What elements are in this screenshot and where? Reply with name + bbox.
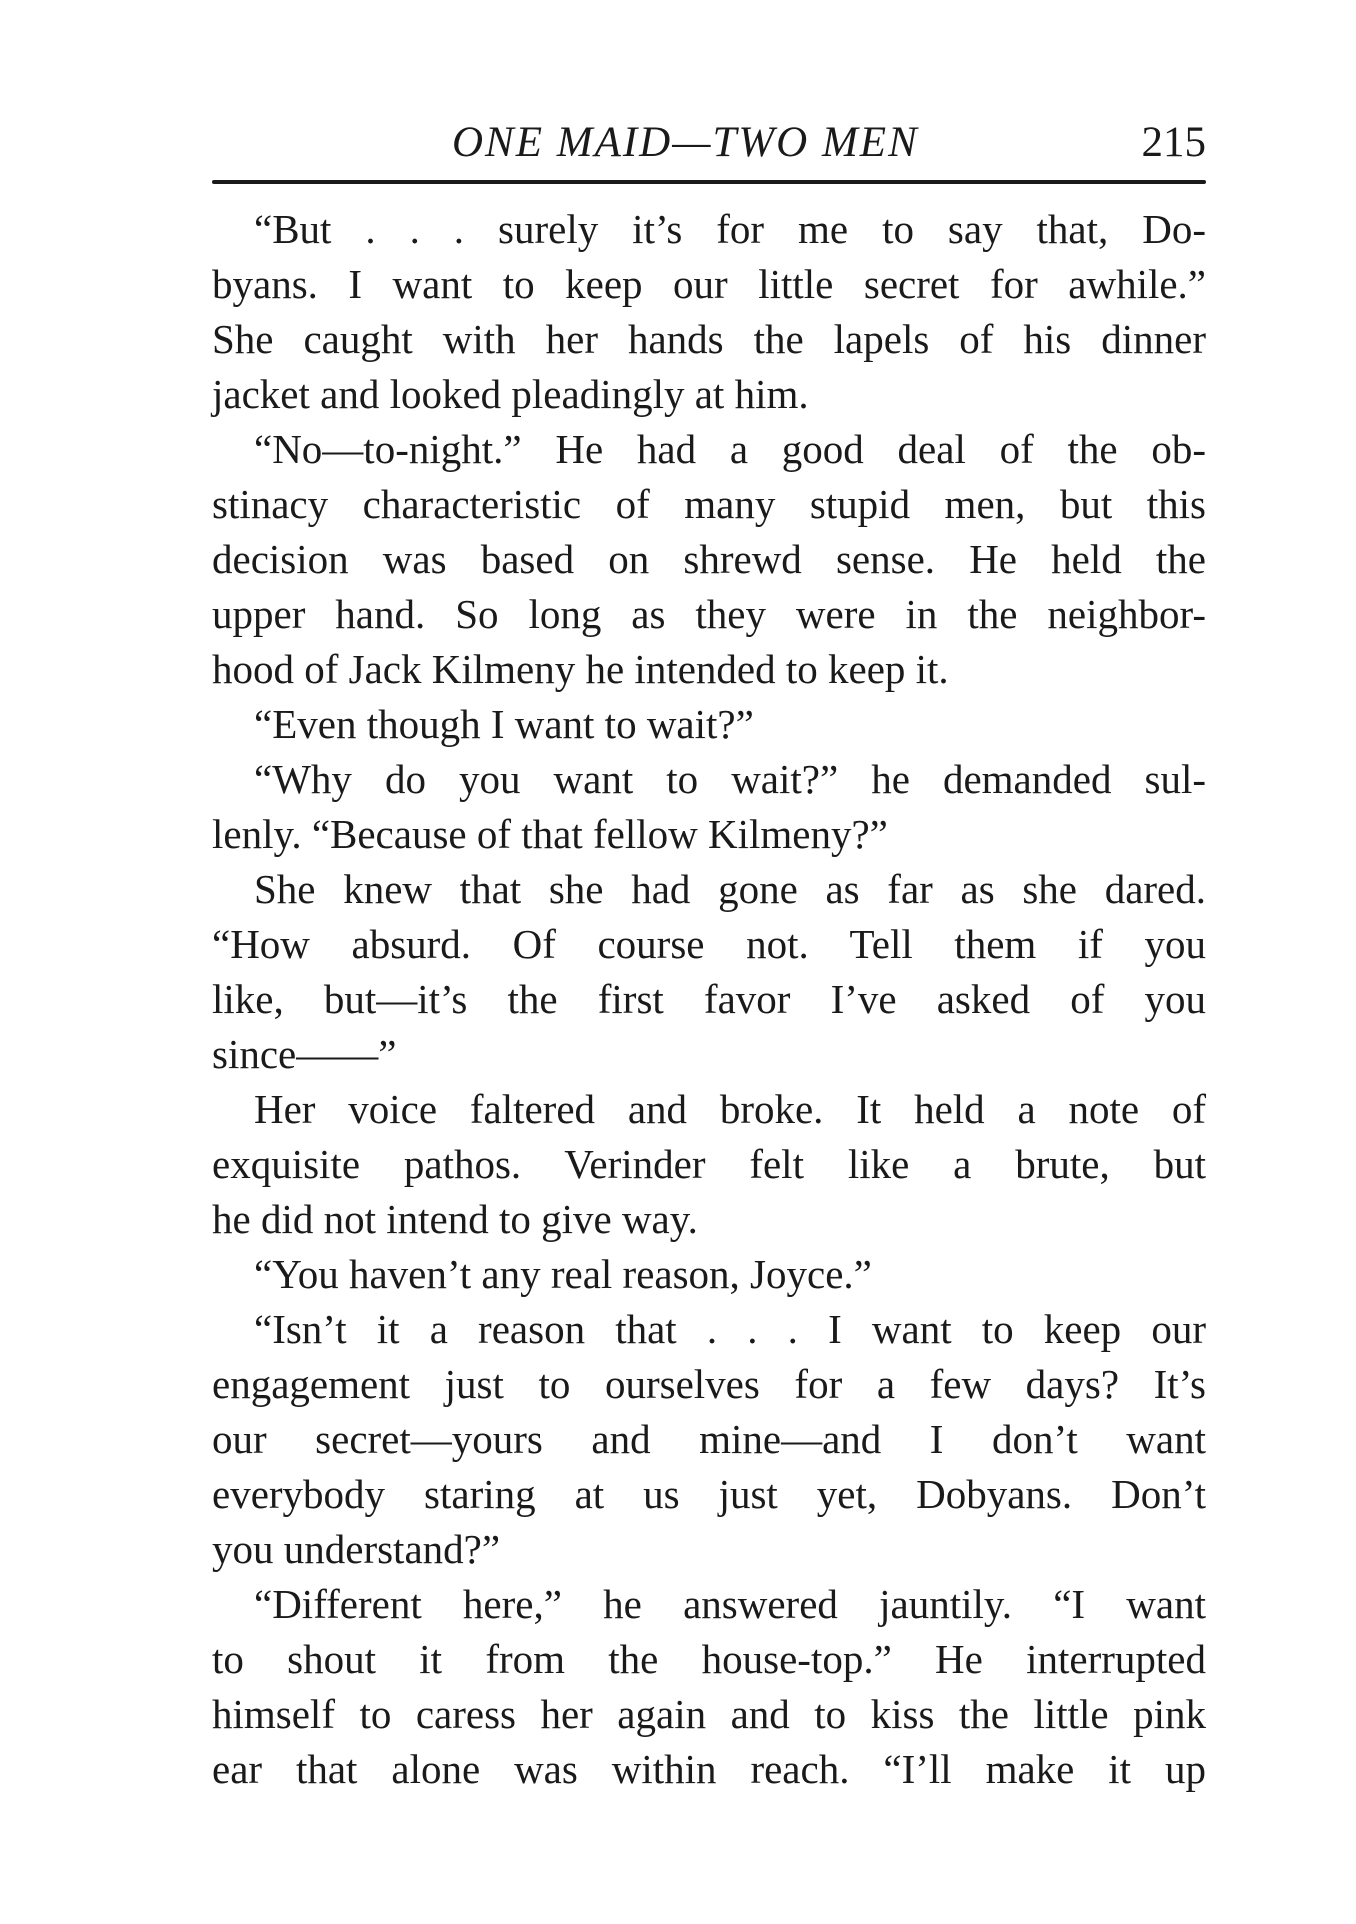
page-header — [212, 118, 1206, 168]
text-line: hood of Jack Kilmeny he intended to keep it. — [212, 646, 949, 692]
text-line: She caught with her hands the lapels of his dinner — [212, 316, 1206, 362]
text-line: you understand?” — [212, 1526, 501, 1572]
text-line: like, but—it’s the first favor I’ve asked of you — [212, 976, 1206, 1022]
text-line: “No—to-night.” He had a good deal of the ob- — [254, 426, 1206, 472]
running-title: ONE MAID—TWO MEN — [452, 119, 919, 166]
text-line: “Even though I want to wait?” — [254, 701, 754, 747]
text-line: byans. I want to keep our little secret for awhile.” — [212, 261, 1206, 307]
text-line: She knew that she had gone as far as she dared. — [254, 866, 1206, 912]
text-line: “Different here,” he answered jauntily. “I want — [254, 1581, 1206, 1627]
body-text — [212, 202, 1206, 1797]
text-line: he did not intend to give way. — [212, 1196, 698, 1242]
text-line: exquisite pathos. Verinder felt like a brute, but — [212, 1141, 1206, 1187]
text-line: decision was based on shrewd sense. He held the — [212, 536, 1206, 582]
text-line: everybody staring at us just yet, Dobyans. Don’t — [212, 1471, 1206, 1517]
text-line: stinacy characteristic of many stupid men, but this — [212, 481, 1206, 527]
text-line: “But . . . surely it’s for me to say that, Do- — [254, 206, 1206, 252]
text-line: jacket and looked pleadingly at him. — [212, 371, 809, 417]
text-line: himself to caress her again and to kiss the little pink — [212, 1691, 1206, 1737]
text-line: since——” — [212, 1031, 397, 1077]
book-page — [212, 118, 1206, 1792]
text-line: engagement just to ourselves for a few days? It’s — [212, 1361, 1206, 1407]
text-line: lenly. “Because of that fellow Kilmeny?” — [212, 811, 888, 857]
text-line: “You haven’t any real reason, Joyce.” — [254, 1251, 872, 1297]
text-line: our secret—yours and mine—and I don’t want — [212, 1416, 1206, 1462]
text-line: “Why do you want to wait?” he demanded sul- — [254, 756, 1206, 802]
page-number: 215 — [1141, 119, 1206, 166]
text-line: ear that alone was within reach. “I’ll make it up — [212, 1746, 1206, 1792]
header-rule — [212, 180, 1206, 184]
text-line: “Isn’t it a reason that . . . I want to keep our — [254, 1306, 1206, 1352]
text-line: “How absurd. Of course not. Tell them if you — [212, 921, 1206, 967]
text-line: Her voice faltered and broke. It held a note of — [254, 1086, 1206, 1132]
text-line: upper hand. So long as they were in the neighbor- — [212, 591, 1206, 637]
text-line: to shout it from the house-top.” He interrupted — [212, 1636, 1206, 1682]
